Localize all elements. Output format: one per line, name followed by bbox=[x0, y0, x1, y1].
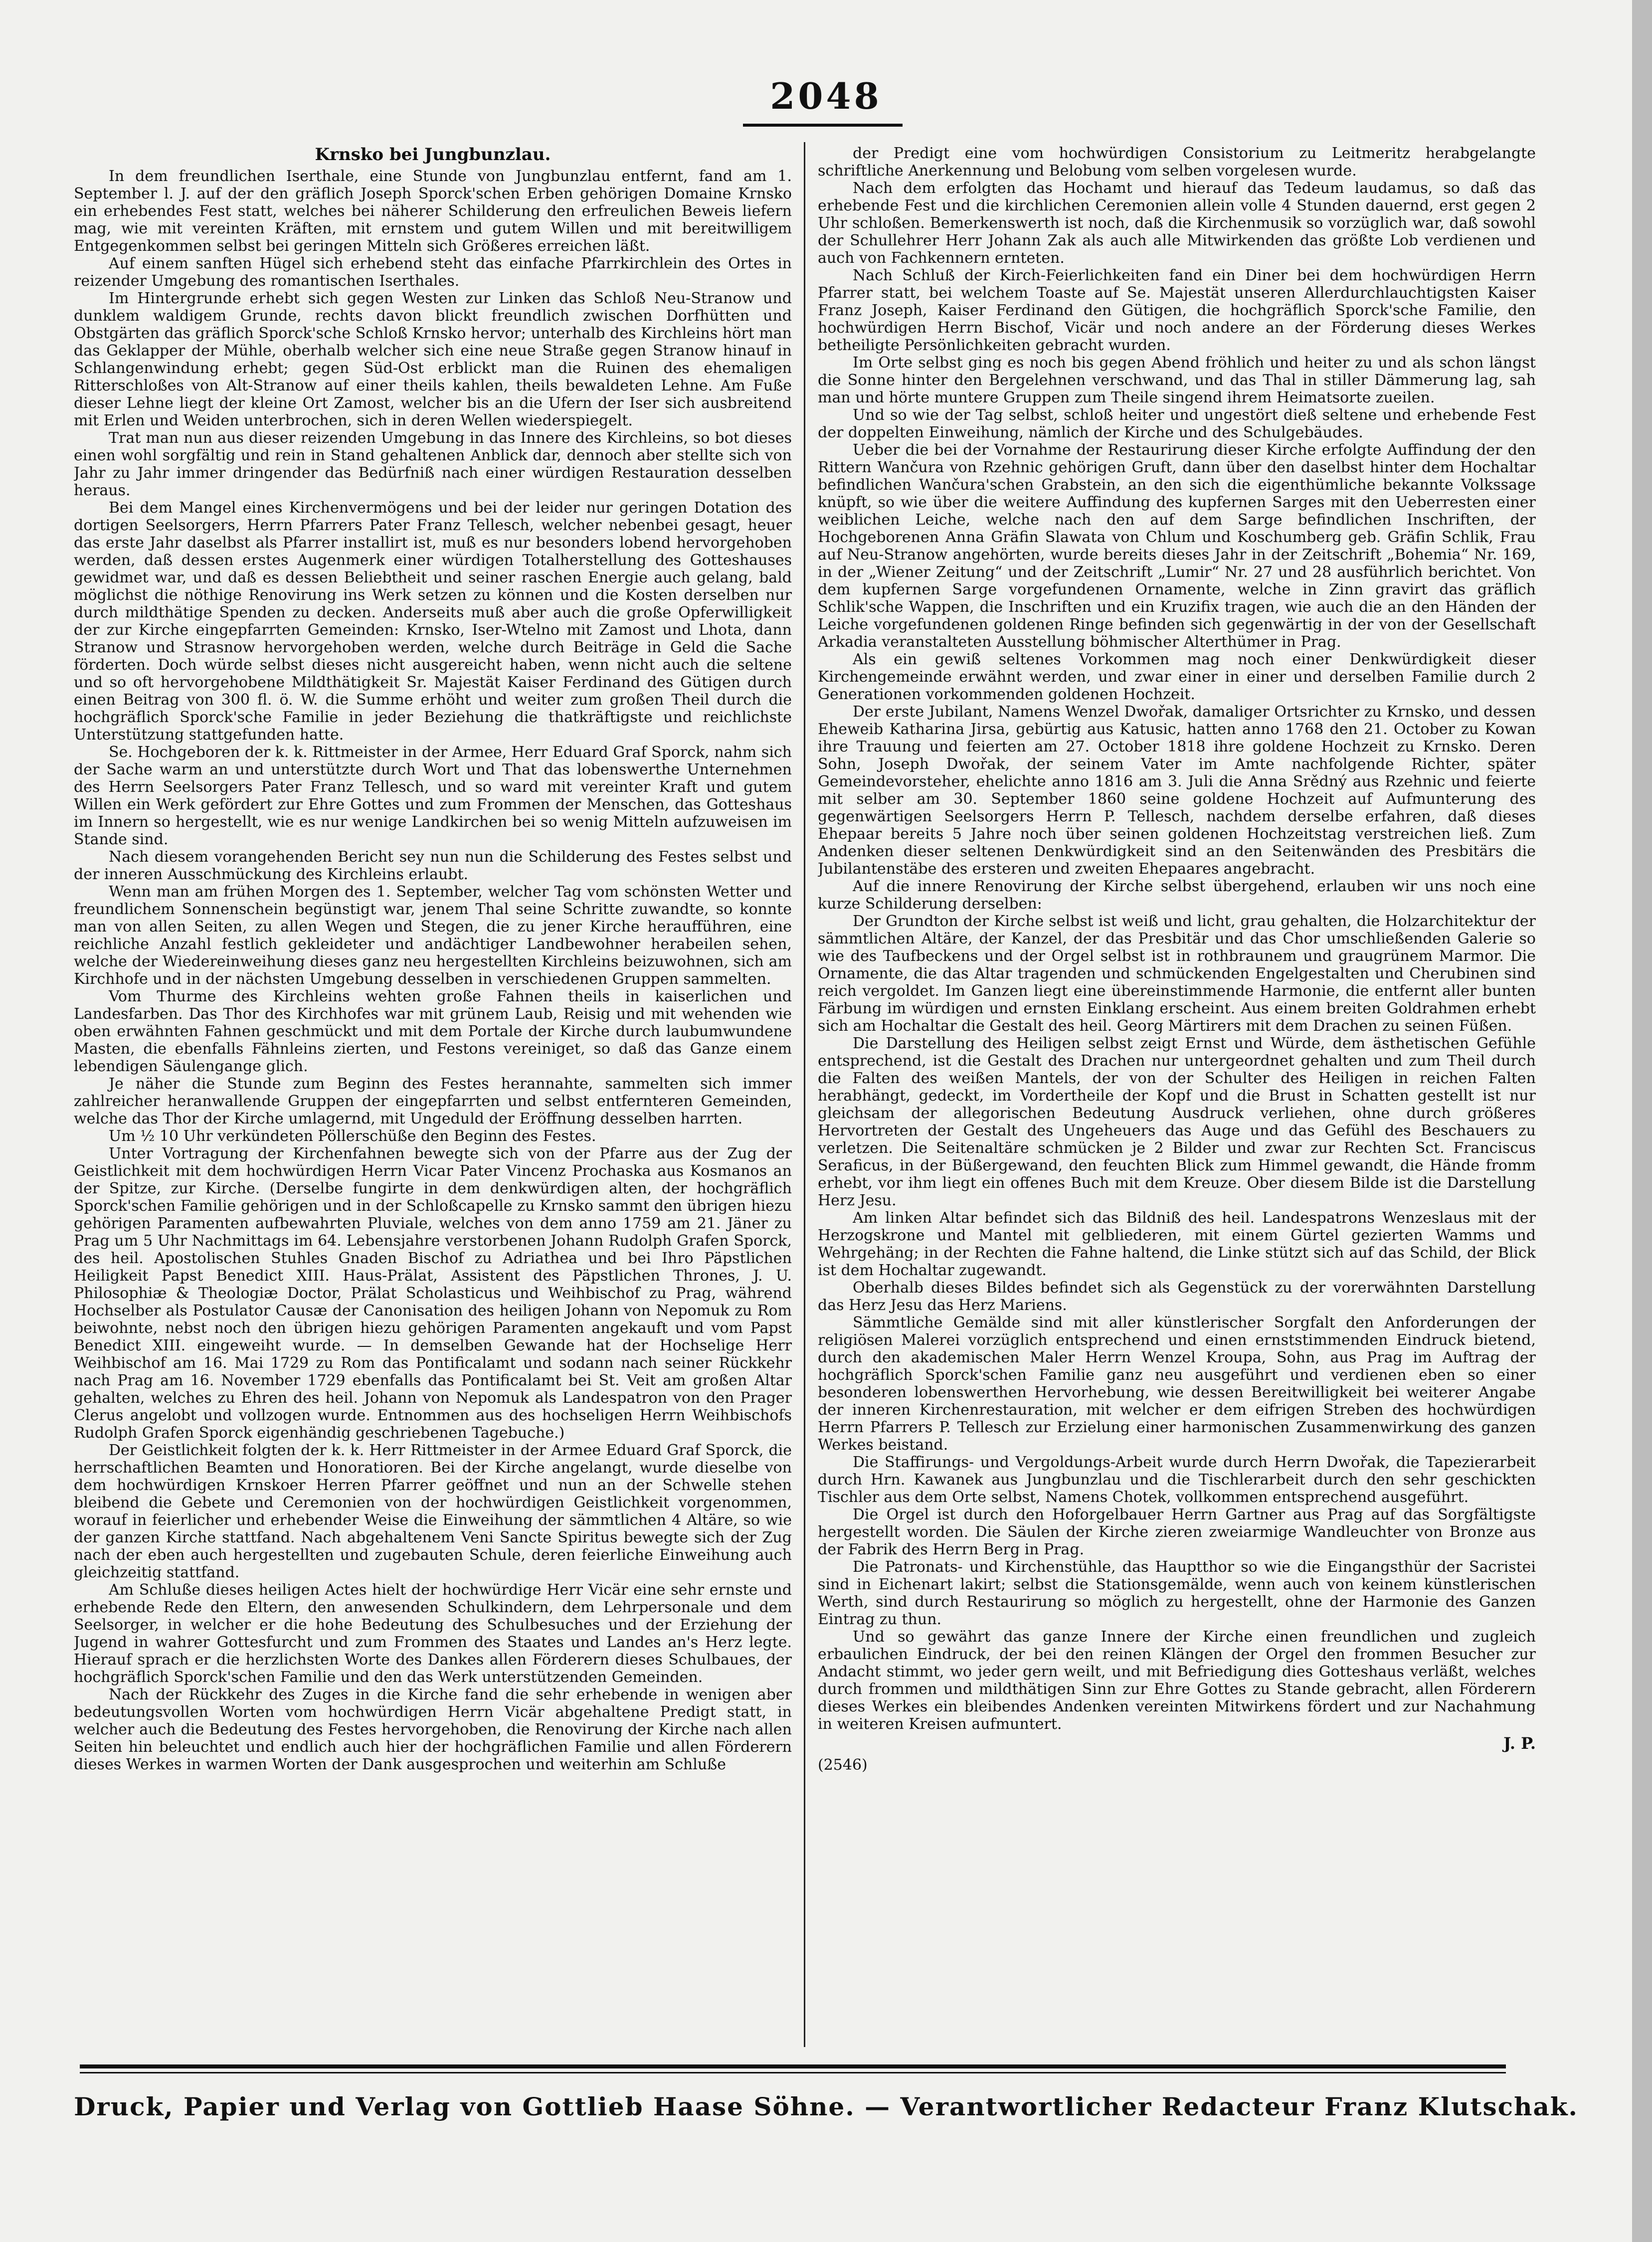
article-paragraph: Trat man nun aus dieser reizenden Umgebung in das Innere des Kirchleins, so bot dieses einen wohl sorgfältig und rein in Stand gehaltenen Anblick dar, dennoch aber stellte sich von Jahr zu Jahr immer dringender das Bedürfniß nach einer würdigen Restauration desselben heraus. bbox=[74, 429, 792, 499]
article-paragraph: Se. Hochgeboren der k. k. Rittmeister in der Armee, Herr Eduard Graf Sporck, nahm sich der Sache warm an und unterstützte durch Wort und That das lobenswerthe Unternehmen des Herrn Seelsorgers Pater Franz Tellesch, und so ward mit vereinter Kraft und gutem Willen ein Werk gefördert zur Ehre Gottes und zum Frommen der Menschen, das Gotteshaus im Innern so hergestellt, wie es nur wenige Landkirchen bei so wenig Mitteln aufzuweisen im Stande sind. bbox=[74, 744, 792, 848]
article-paragraph: Nach diesem vorangehenden Bericht sey nun nun die Schilderung des Festes selbst und der inneren Ausschmückung des Kirchleins erlaubt. bbox=[74, 848, 792, 883]
article-paragraph: Ueber die bei der Vornahme der Restaurirung dieser Kirche erfolgte Auffindung der den Rittern Wančura von Rzehnic gehörigen Gruft, dann über den daselbst hinter dem Hochaltar befindlichen Wančura'schen Grabstein, an den sich die eigenthümliche bekannte Volkssage knüpft, so wie über die weitere Auffindung des kupfernen Sarges mit den Ueberresten einer weiblichen Leiche, welche nach den auf dem Sarge befindlichen Inschriften, der Hochgeborenen Anna Gräfin Slawata von Chlum und Koschumberg geb. Gräfin Schlik, Frau auf Neu-Stranow angehörten, wurde bereits dieses Jahr in der Zeitschrift „Bohemia“ Nr. 169, in der „Wiener Zeitung“ und der Zeitschrift „Lumir“ Nr. 27 und 28 ausführlich berichtet. Von dem kupfernen Sarge vorgefundenen Ornamente, welche in Zinn gravirt das gräflich Schlik'sche Wappen, die Inschriften und ein Kruzifix tragen, wie auch die an den Händen der Leiche vorgefundenen goldenen Ringe befinden sich gegenwärtig in der von der Gesellschaft Arkadia veranstalteten Ausstellung böhmischer Alterthümer in Prag. bbox=[818, 441, 1536, 651]
article-paragraph: Bei dem Mangel eines Kirchenvermögens und bei der leider nur geringen Dotation des dortigen Seelsorgers, Herrn Pfarrers Pater Franz Tellesch, welcher nebenbei gesagt, heuer das erste Jahr daselbst als Pfarrer installirt ist, muß es nur besonders lobend hervorgehoben werden, daß dessen erstes Augenmerk einer würdigen Totalherstellung des Gotteshauses gewidmet war, und daß es dessen Beliebtheit und seiner raschen Energie auch gelang, bald möglichst die nöthige Renovirung ins Werk setzen zu können und die Kosten derselben nur durch mildthätige Spenden zu decken. Anderseits muß aber auch die große Opferwilligkeit der zur Kirche eingepfarrten Gemeinden: Krnsko, Iser-Wtelno mit Zamost und Lhota, dann Stranow und Strasnow hervorgehoben werden, welche durch Beiträge in Geld die Sache förderten. Doch würde selbst dieses nicht ausgereicht haben, wenn nicht auch die seltene und so oft hervorgehobene Mildthätigkeit Sr. Majestät Kaiser Ferdinand des Gütigen durch einen Beitrag von 300 fl. ö. W. die Summe erhöht und weiter zum großen Theil durch die hochgräflich Sporck'sche Familie in jeder Beziehung die thatkräftigste und reichlichste Unterstützung stattgefunden hatte. bbox=[74, 499, 792, 744]
article-paragraph: Der erste Jubilant, Namens Wenzel Dwořak, damaliger Ortsrichter zu Krnsko, und dessen Eheweib Katharina Jirsa, gebürtig aus Katusic, hatten anno 1768 den 21. October zu Kowan ihre Trauung und feierten am 27. October 1818 ihre goldene Hochzeit zu Krnsko. Deren Sohn, Joseph Dwořak, der seinem Vater im Amte nachfolgende Richter, später Gemeindevorsteher, ehelichte anno 1816 am 3. Juli die Anna Srědný aus Rzehnic und feierte mit selber am 30. September 1860 seine goldene Hochzeit auf Aufmunterung des gegenwärtigen Seelsorgers Herrn P. Tellesch, nachdem derselbe erfahren, daß dieses Ehepaar bereits 5 Jahre noch über seinen goldenen Hochzeitstag verstreichen ließ. Zum Andenken dieser seltenen Denkwürdigkeit sind an den Seitenwänden des Presbitärs die Jubilantenstäbe des ersteren und zweiten Ehepaares angebracht. bbox=[818, 703, 1536, 878]
article-paragraph: Auf die innere Renovirung der Kirche selbst übergehend, erlauben wir uns noch eine kurze Schilderung derselben: bbox=[818, 878, 1536, 913]
article-paragraph: Wenn man am frühen Morgen des 1. September, welcher Tag vom schönsten Wetter und freundlichem Sonnenschein begünstigt war, jenem Thal seine Schritte zuwandte, so konnte man von allen Seiten, zu allen Wegen und Stegen, die zu jener Kirche heraufführen, eine reichliche Anzahl festlich gekleideter und andächtiger Landbewohner herabeilen sehen, welche der Wiedereinweihung dieses ganz neu hergestellten Kirchleins beizuwohnen, sich am Kirchhofe und in der nächsten Umgebung desselben in verschiedenen Gruppen sammelten. bbox=[74, 883, 792, 988]
article-paragraph: Im Hintergrunde erhebt sich gegen Westen zur Linken das Schloß Neu-Stranow und dunklem waldigem Grunde, rechts davon blickt freundlich zwischen Dorfhütten und Obstgärten das gräflich Sporck'sche Schloß Krnsko hervor; unterhalb des Kirchleins hört man das Geklapper der Mühle, oberhalb welcher sich eine neue Straße gegen Stranow hinauf in Schlangenwindung erhebt; gegen Süd-Ost erblickt man die Ruinen des ehemaligen Ritterschloßes von Alt-Stranow auf einer theils kahlen, theils bewaldeten Lehne. Am Fuße dieser Lehne liegt der kleine Ort Zamost, welcher bis an die Ufern der Iser sich ausbreitend mit Erlen und Weiden unterbrochen, sich in deren Wellen wiederspiegelt. bbox=[74, 290, 792, 429]
column-divider bbox=[804, 142, 805, 2047]
article-paragraph: der Predigt eine vom hochwürdigen Consistorium zu Leitmeritz herabgelangte schriftliche Anerkennung und Belobung vom selben vorgelesen wurde. bbox=[818, 145, 1536, 180]
article-paragraph: Oberhalb dieses Bildes befindet sich als Gegenstück zu der vorerwähnten Darstellung das Herz Jesu das Herz Mariens. bbox=[818, 1279, 1536, 1314]
article-paragraph: In dem freundlichen Iserthale, eine Stunde von Jungbunzlau entfernt, fand am 1. September l. J. auf der den gräflich Joseph Sporck'schen Erben gehörigen Domaine Krnsko ein erhebendes Fest statt, welches bei näherer Schilderung den erfreulichen Beweis liefern mag, wie mit vereinten Kräften, mit ernstem und gutem Willen und mit bereitwilligem Entgegenkommen selbst bei geringen Mitteln sich Größeres erreichen läßt. bbox=[74, 168, 792, 255]
article-paragraph: Die Orgel ist durch den Hoforgelbauer Herrn Gartner aus Prag auf das Sorgfältigste hergestellt worden. Die Säulen der Kirche zieren zweiarmige Wandleuchter von Bronze aus der Fabrik des Herrn Berg in Prag. bbox=[818, 1506, 1536, 1558]
article-paragraph: Und so wie der Tag selbst, schloß heiter und ungestört dieß seltene und erhebende Fest der doppelten Einweihung, nämlich der Kirche und des Schulgebäudes. bbox=[818, 406, 1536, 441]
article-paragraph: Die Darstellung des Heiligen selbst zeigt Ernst und Würde, dem ästhetischen Gefühle entsprechend, ist die Gestalt des Drachen nur untergeordnet gehalten und zum Theil durch die Falten des weißen Mantels, der von der Schulter des Heiligen in reichen Falten herabhängt, gedeckt, im Vordertheile der Kopf und die Brust in Schatten gestellt ist nur gleichsam der allegorischen Bedeutung Ausdruck verliehen, ohne durch größeres Hervortreten der Gestalt des Ungeheuers das Auge und das Gefühl des Beschauers zu verletzen. Die Seitenaltäre schmücken je 2 Bilder und zwar zur Rechten Sct. Franciscus Seraficus, in der Büßergewand, den feuchten Blick zum Himmel gewandt, die Hände fromm erhebt, vor ihm liegt ein offenes Buch mit dem Kreuze. Ober diesem Bilde ist die Darstellung Herz Jesu. bbox=[818, 1035, 1536, 1209]
footer-rule bbox=[80, 2064, 1506, 2068]
article-paragraph: Der Grundton der Kirche selbst ist weiß und licht, grau gehalten, die Holzarchitektur der sämmtlichen Altäre, der Kanzel, der das Presbitär und das Chor umschließenden Galerie so wie des Taufbeckens und der Orgel selbst ist in rothbraunem und graugrünem Marmor. Die Ornamente, die das Altar tragenden und schmückenden Engelgestalten und Cherubinen sind reich vergoldet. Im Ganzen liegt eine übereinstimmende Harmonie, die entfernt aller bunten Färbung im würdigen und ernsten Einklang erscheint. Aus einem breiten Goldrahmen erhebt sich am Hochaltar die Gestalt des heil. Georg Märtirers mit dem Drachen zu seinen Füßen. bbox=[818, 913, 1536, 1035]
article-paragraph: Am Schluße dieses heiligen Actes hielt der hochwürdige Herr Vicär eine sehr ernste und erhebende Rede den Eltern, den anwesenden Schulkindern, dem Lehrpersonale und dem Seelsorger, in welcher er die hohe Bedeutung des Schulbesuches und der Erziehung der Jugend in wahrer Gottesfurcht und zum Frommen des Staates und Landes an's Herz legte. Hierauf sprach er die herzlichsten Worte des Dankes allen Förderern dieses Schulbaues, der hochgräflich Sporck'schen Familie und den das Werk unterstützenden Gemeinden. bbox=[74, 1581, 792, 1686]
page-number: 2048 bbox=[770, 75, 882, 117]
article-paragraph: Nach der Rückkehr des Zuges in die Kirche fand die sehr erhebende in wenigen aber bedeutungsvollen Worten vom hochwürdigen Herrn Vicär abgehaltene Predigt statt, in welcher auch die Bedeutung des Festes hervorgehoben, die Renovirung der Kirche nach allen Seiten hin beleuchtet und endlich auch hier der hochgräflichen Familie und allen Förderern dieses Werkes in warmen Worten der Dank ausgesprochen und weiterhin am Schluße bbox=[74, 1686, 792, 1773]
article-paragraph: Die Staffirungs- und Vergoldungs-Arbeit wurde durch Herrn Dwořak, die Tapezierarbeit durch Hrn. Kawanek aus Jungbunzlau und die Tischlerarbeit durch den sehr geschickten Tischler aus dem Orte selbst, Namens Chotek, vollkommen entsprechend ausgeführt. bbox=[818, 1454, 1536, 1506]
article-paragraph: Und so gewährt das ganze Innere der Kirche einen freundlichen und zugleich erbaulichen Eindruck, der bei den reinen Klängen der Orgel den frommen Besucher zur Andacht stimmt, wo jeder gern weilt, und mit Befriedigung dies Gotteshaus verläßt, welches durch frommen und mildthätigen Sinn zur Ehre Gottes zu Stande gebracht, allen Förderern dieses Werkes ein bleibendes Andenken vereinten Mitwirkens fördert und zur Nachahmung in weiteren Kreisen aufmuntert. bbox=[818, 1628, 1536, 1733]
left-column bbox=[74, 145, 792, 2084]
scan-margin bbox=[1632, 0, 1652, 2242]
author-signature: J. P. bbox=[1503, 1734, 1536, 1753]
article-paragraph: Nach dem erfolgten das Hochamt und hierauf das Tedeum laudamus, so daß das erhebende Fest und die kirchlichen Ceremonien allein volle 4 Stunden dauernd, erst gegen 2 Uhr schloßen. Bemerkenswerth ist noch, daß die Kirchenmusik so vorzüglich war, daß sowohl der Schullehrer Herr Johann Zak als auch alle Mitwirkenden das größte Lob verdienen und auch von Fachkennern ernteten. bbox=[818, 180, 1536, 267]
article-paragraph: Um ½ 10 Uhr verkündeten Pöllerschüße den Beginn des Festes. bbox=[109, 1127, 596, 1145]
article-paragraph: Vom Thurme des Kirchleins wehten große Fahnen theils in kaiserlichen und Landesfarben. Das Thor des Kirchhofes war mit grünem Laub, Reisig und mit wehenden wie oben erwähnten Fahnen geschmückt und mit dem Portale der Kirche durch laubumwundene Masten, die ebenfalls Fähnleins zierten, und Festons vereiniget, so daß das Ganze einem lebendigen Säulengange glich. bbox=[74, 988, 792, 1075]
right-column bbox=[818, 145, 1536, 2084]
publisher-imprint: Druck, Papier und Verlag von Gottlieb Haase Söhne. — Verantwortlicher Redacteur Franz Klutschak. bbox=[74, 2092, 1578, 2121]
article-heading: Krnsko bei Jungbunzlau. bbox=[315, 145, 551, 165]
article-paragraph: Als ein gewiß seltenes Vorkommen mag noch einer Denkwürdigkeit dieser Kirchengemeinde erwähnt werden, und zwar einer in einer und derselben Familie durch 2 Generationen vorkommenden goldenen Hochzeit. bbox=[818, 651, 1536, 703]
article-paragraph: Im Orte selbst ging es noch bis gegen Abend fröhlich und heiter zu und als schon längst die Sonne hinter den Bergelehnen verschwand, und das Thal in stiller Dämmerung lag, sah man und hörte muntere Gruppen zum Theile singend ihrem Heimatsorte zueilen. bbox=[818, 354, 1536, 406]
footer-rule-thin bbox=[80, 2072, 1506, 2073]
page-number-rule bbox=[743, 124, 903, 127]
article-paragraph: Je näher die Stunde zum Beginn des Festes herannahte, sammelten sich immer zahlreicher heranwallende Gruppen der eingepfarrten und selbst entfernteren Gemeinden, welche das Thor der Kirche umlagernd, mit Ungeduld der Eröffnung desselben harrten. bbox=[74, 1075, 792, 1127]
article-paragraph: Der Geistlichkeit folgten der k. k. Herr Rittmeister in der Armee Eduard Graf Sporck, die herrschaftlichen Beamten und Honoratioren. Bei der Kirche angelangt, wurde dieselbe von dem hochwürdigen Krnskoer Herren Pfarrer geöffnet und nun an der Schwelle stehen bleibend die Gebete und Ceremonien von der hochwürdigen Geistlichkeit vorgenommen, worauf in feierlicher und erhebender Weise die Einweihung der sämmtlichen 4 Altäre, so wie der ganzen Kirche stattfand. Nach abgehaltenem Veni Sancte Spiritus bewegte sich der Zug nach der eben auch hergestellten und zugebauten Schule, deren feierliche Einweihung auch gleichzeitig stattfand. bbox=[74, 1442, 792, 1581]
article-paragraph: Unter Vortragung der Kirchenfahnen bewegte sich von der Pfarre aus der Zug der Geistlichkeit mit dem hochwürdigen Herrn Vicar Pater Vincenz Prochaska aus Kosmanos an der Spitze, zur Kirche. (Derselbe fungirte in dem denkwürdigen alten, der hochgräflich Sporck'schen Familie gehörigen und in der Schloßcapelle zu Krnsko sammt den übrigen hiezu gehörigen Paramenten aufbewahrten Pluviale, welches von dem anno 1759 am 21. Jäner zu Prag um 5 Uhr Nachmittags im 64. Lebensjahre verstorbenen Johann Rudolph Grafen Sporck, des heil. Apostolischen Stuhles Gnaden Bischof zu Adriathea und bei Ihro Päpstlichen Heiligkeit Papst Benedict XIII. Haus-Prälat, Assistent des Päpstlichen Thrones, J. U. Philosophiæ & Theologiæ Doctor, Prälat Scholasticus und Weihbischof zu Prag, während Hochselber als Postulator Causæ der Canonisation des heiligen Johann von Nepomuk zu Rom beiwohnte, nebst noch den übrigen hiezu gehörigen Paramenten angekauft und vom Papst Benedict XIII. eingeweiht wurde. — In demselben Gewande hat der Hochselige Herr Weihbischof am 16. Mai 1729 zu Rom das Pontificalamt und sodann nach seiner Rückkehr nach Prag am 16. November 1729 ebenfalls das Pontificalamt bei St. Veit am großen Altar gehalten, welches zu Ehren des heil. Johann von Nepomuk als Landespatron von den Prager Clerus angelobt und vollzogen wurde. Entnommen aus des hochseligen Herrn Weihbischofs Rudolph Grafen Sporck eigenhändig geschriebenen Tagebuche.) bbox=[74, 1145, 792, 1442]
article-paragraph: Sämmtliche Gemälde sind mit aller künstlerischer Sorgfalt den Anforderungen der religiösen Malerei vorzüglich entsprechend und einen ernststimmenden Eindruck bietend, durch den akademischen Maler Herrn Wenzel Kroupa, Sohn, aus Prag im Auftrag der hochgräflich Sporck'schen Familie ganz neu ausgeführt und verdienen eben so einer besonderen lobenswerthen Hervorhebung, wie dessen Bereitwilligkeit bei weiterer Angabe der inneren Kirchenrestauration, mit welcher er dem eifrigen Streben des hochwürdigen Herrn Pfarrers P. Tellesch zur Erzielung einer harmonischen Zusammenwirkung des ganzen Werkes beistand. bbox=[818, 1314, 1536, 1454]
reference-number: (2546) bbox=[818, 1756, 868, 1774]
article-paragraph: Nach Schluß der Kirch-Feierlichkeiten fand ein Diner bei dem hochwürdigen Herrn Pfarrer statt, bei welchem Toaste auf Se. Majestät unseren Allerdurchlauchtigsten Kaiser Franz Joseph, Kaiser Ferdinand den Gütigen, die hochgräflich Sporck'sche Familie, den hochwürdigen Herrn Bischof, Vicär und noch andere an der Förderung dieses Werkes betheiligte Persönlichkeiten gebracht wurden. bbox=[818, 267, 1536, 354]
article-paragraph: Die Patronats- und Kirchenstühle, das Hauptthor so wie die Eingangsthür der Sacristei sind in Eichenart lakirt; selbst die Stationsgemälde, wenn auch von keinem künstlerischen Werth, sind durch Restaurirung so möglich zu hergestellt, ohne der Harmonie des Ganzen Eintrag zu thun. bbox=[818, 1558, 1536, 1628]
article-paragraph: Am linken Altar befindet sich das Bildniß des heil. Landespatrons Wenzeslaus mit der Herzogskrone und Mantel mit gelbliederen, mit einem Gürtel gezierten Wamms und Wehrgehäng; in der Rechten die Fahne haltend, die Linke stützt sich auf das Schild, der Blick ist dem Hochaltar zugewandt. bbox=[818, 1209, 1536, 1279]
article-paragraph: Auf einem sanften Hügel sich erhebend steht das einfache Pfarrkirchlein des Ortes in reizender Umgebung des romantischen Iserthales. bbox=[74, 255, 792, 290]
